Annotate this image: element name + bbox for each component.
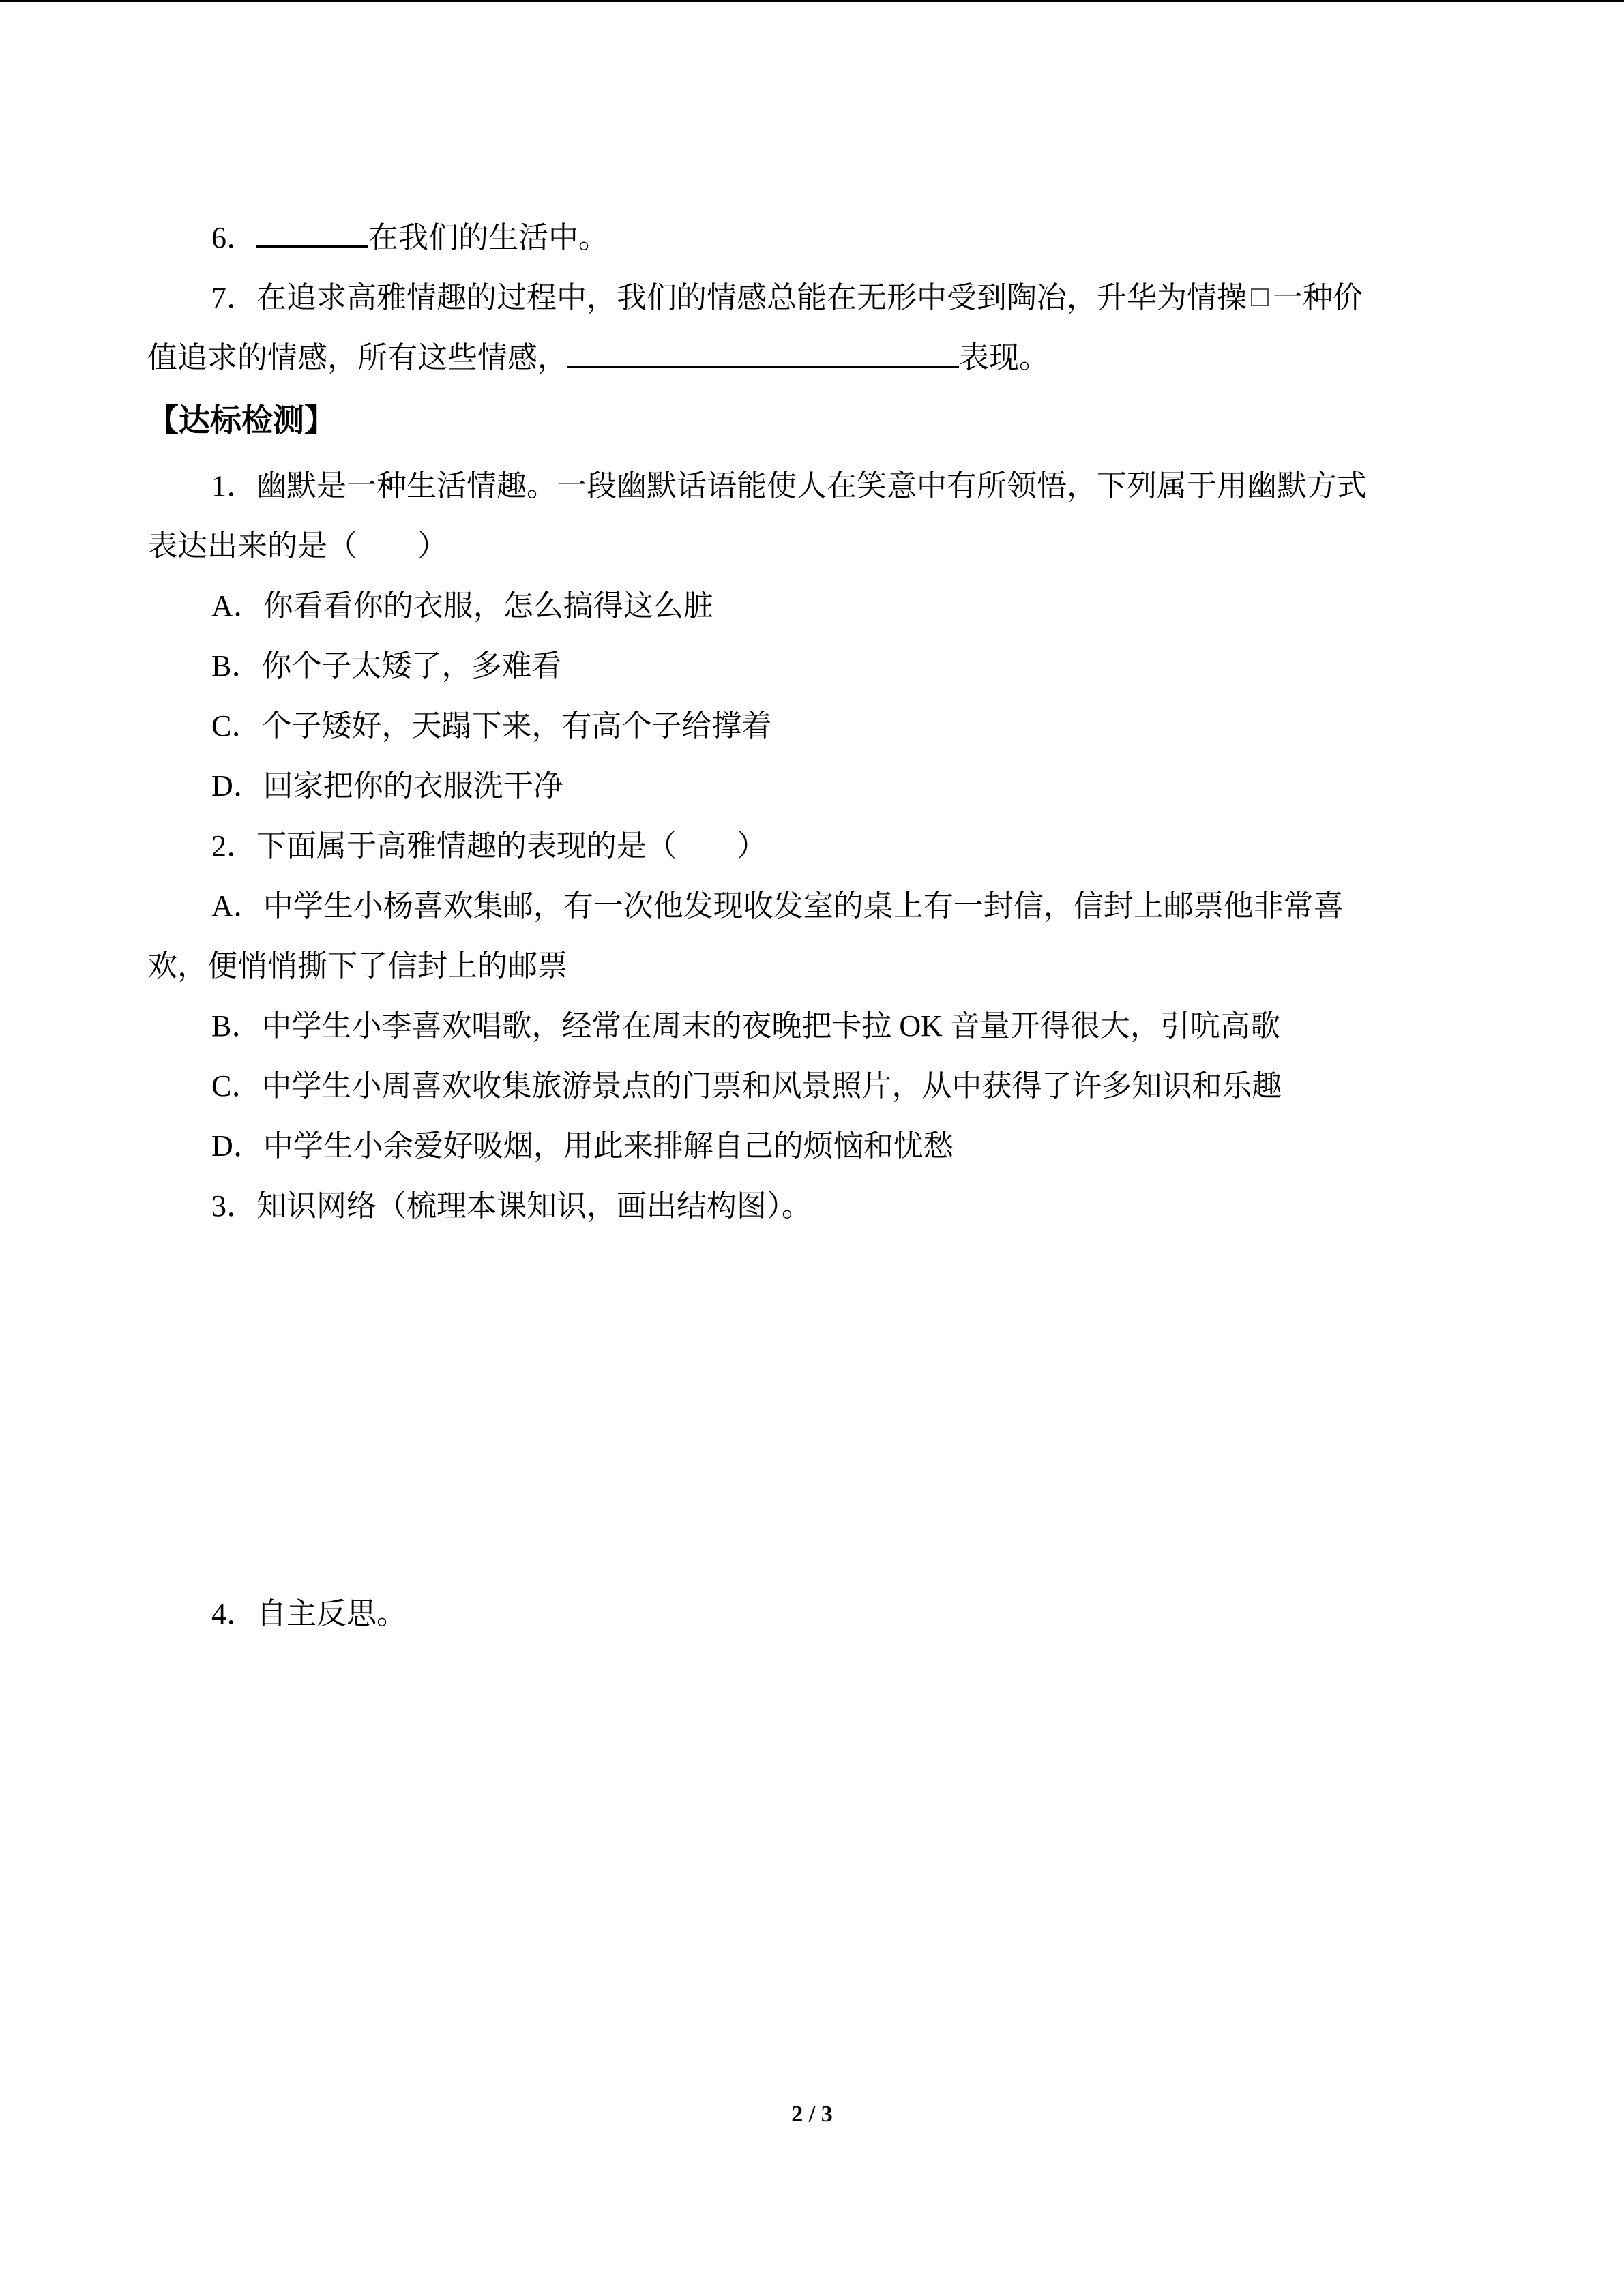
fill-in-question-7-line2: [147, 328, 1477, 388]
q2-stem: 2．下面属于高雅情趣的表现的是（ ）: [211, 829, 767, 863]
q1-stem-line2: 表达出来的是（ ）: [147, 529, 447, 563]
q2-option-b[interactable]: B．中学生小李喜欢唱歌，经常在周末的夜晚把卡拉 OK 音量开得很大，引吭高歌: [211, 1009, 1280, 1043]
q7-number: 7．: [211, 281, 256, 314]
q6-number: 6．: [211, 221, 256, 254]
q6-answer-blank[interactable]: [256, 218, 368, 248]
q6-text: 在我们的生活中。: [368, 221, 608, 254]
q1-option-a[interactable]: A．你看看你的衣服，怎么搞得这么脏: [211, 589, 713, 623]
fill-in-question-6: [147, 208, 1477, 268]
section-heading: 【达标检测】: [147, 402, 336, 438]
question-3: 3．知识网络（梳理本课知识，画出结构图）。: [211, 1189, 812, 1223]
knowledge-map-answer-area[interactable]: [147, 1236, 1477, 1584]
q1-option-d[interactable]: D．回家把你的衣服洗干净: [211, 769, 563, 803]
q2-option-d[interactable]: D．中学生小余爱好吸烟，用此来排解自己的烦恼和忧愁: [211, 1129, 954, 1163]
question-1: [147, 456, 1477, 816]
q1-option-b[interactable]: B．你个子太矮了，多难看: [211, 649, 562, 683]
q2-option-c[interactable]: C．中学生小周喜欢收集旅游景点的门票和风景照片，从中获得了许多知识和乐趣: [211, 1069, 1282, 1103]
document-page-content: [147, 208, 1477, 1644]
top-border-line: [0, 0, 1624, 2]
q1-stem-line1: 1．幽默是一种生活情趣。一段幽默话语能使人在笑意中有所领悟，下列属于用幽默方式: [211, 469, 1367, 503]
question-4: 4．自主反思。: [211, 1597, 407, 1630]
q2-option-a-line1[interactable]: A．中学生小杨喜欢集邮，有一次他发现收发室的桌上有一封信，信封上邮票他非常喜: [211, 889, 1344, 923]
q7-text-d: 表现。: [959, 341, 1049, 374]
q2-option-a-line2[interactable]: 欢，便悄悄撕下了信封上的邮票: [147, 949, 567, 983]
missing-glyph-box: [1251, 288, 1269, 306]
q7-text-a: 在追求高雅情趣的过程中，我们的情感总能在无形中受到陶冶，升华为情操: [256, 281, 1247, 314]
fill-in-question-7-line1: [147, 268, 1477, 328]
q7-text-b: 一种价: [1273, 281, 1363, 314]
q1-option-c[interactable]: C．个子矮好，天蹋下来，有高个子给撑着: [211, 709, 772, 743]
question-2: [147, 816, 1477, 1176]
q7-text-c: 值追求的情感，所有这些情感，: [147, 341, 567, 374]
page-number: 2 / 3: [791, 2102, 833, 2127]
q7-answer-blank[interactable]: [567, 338, 959, 368]
